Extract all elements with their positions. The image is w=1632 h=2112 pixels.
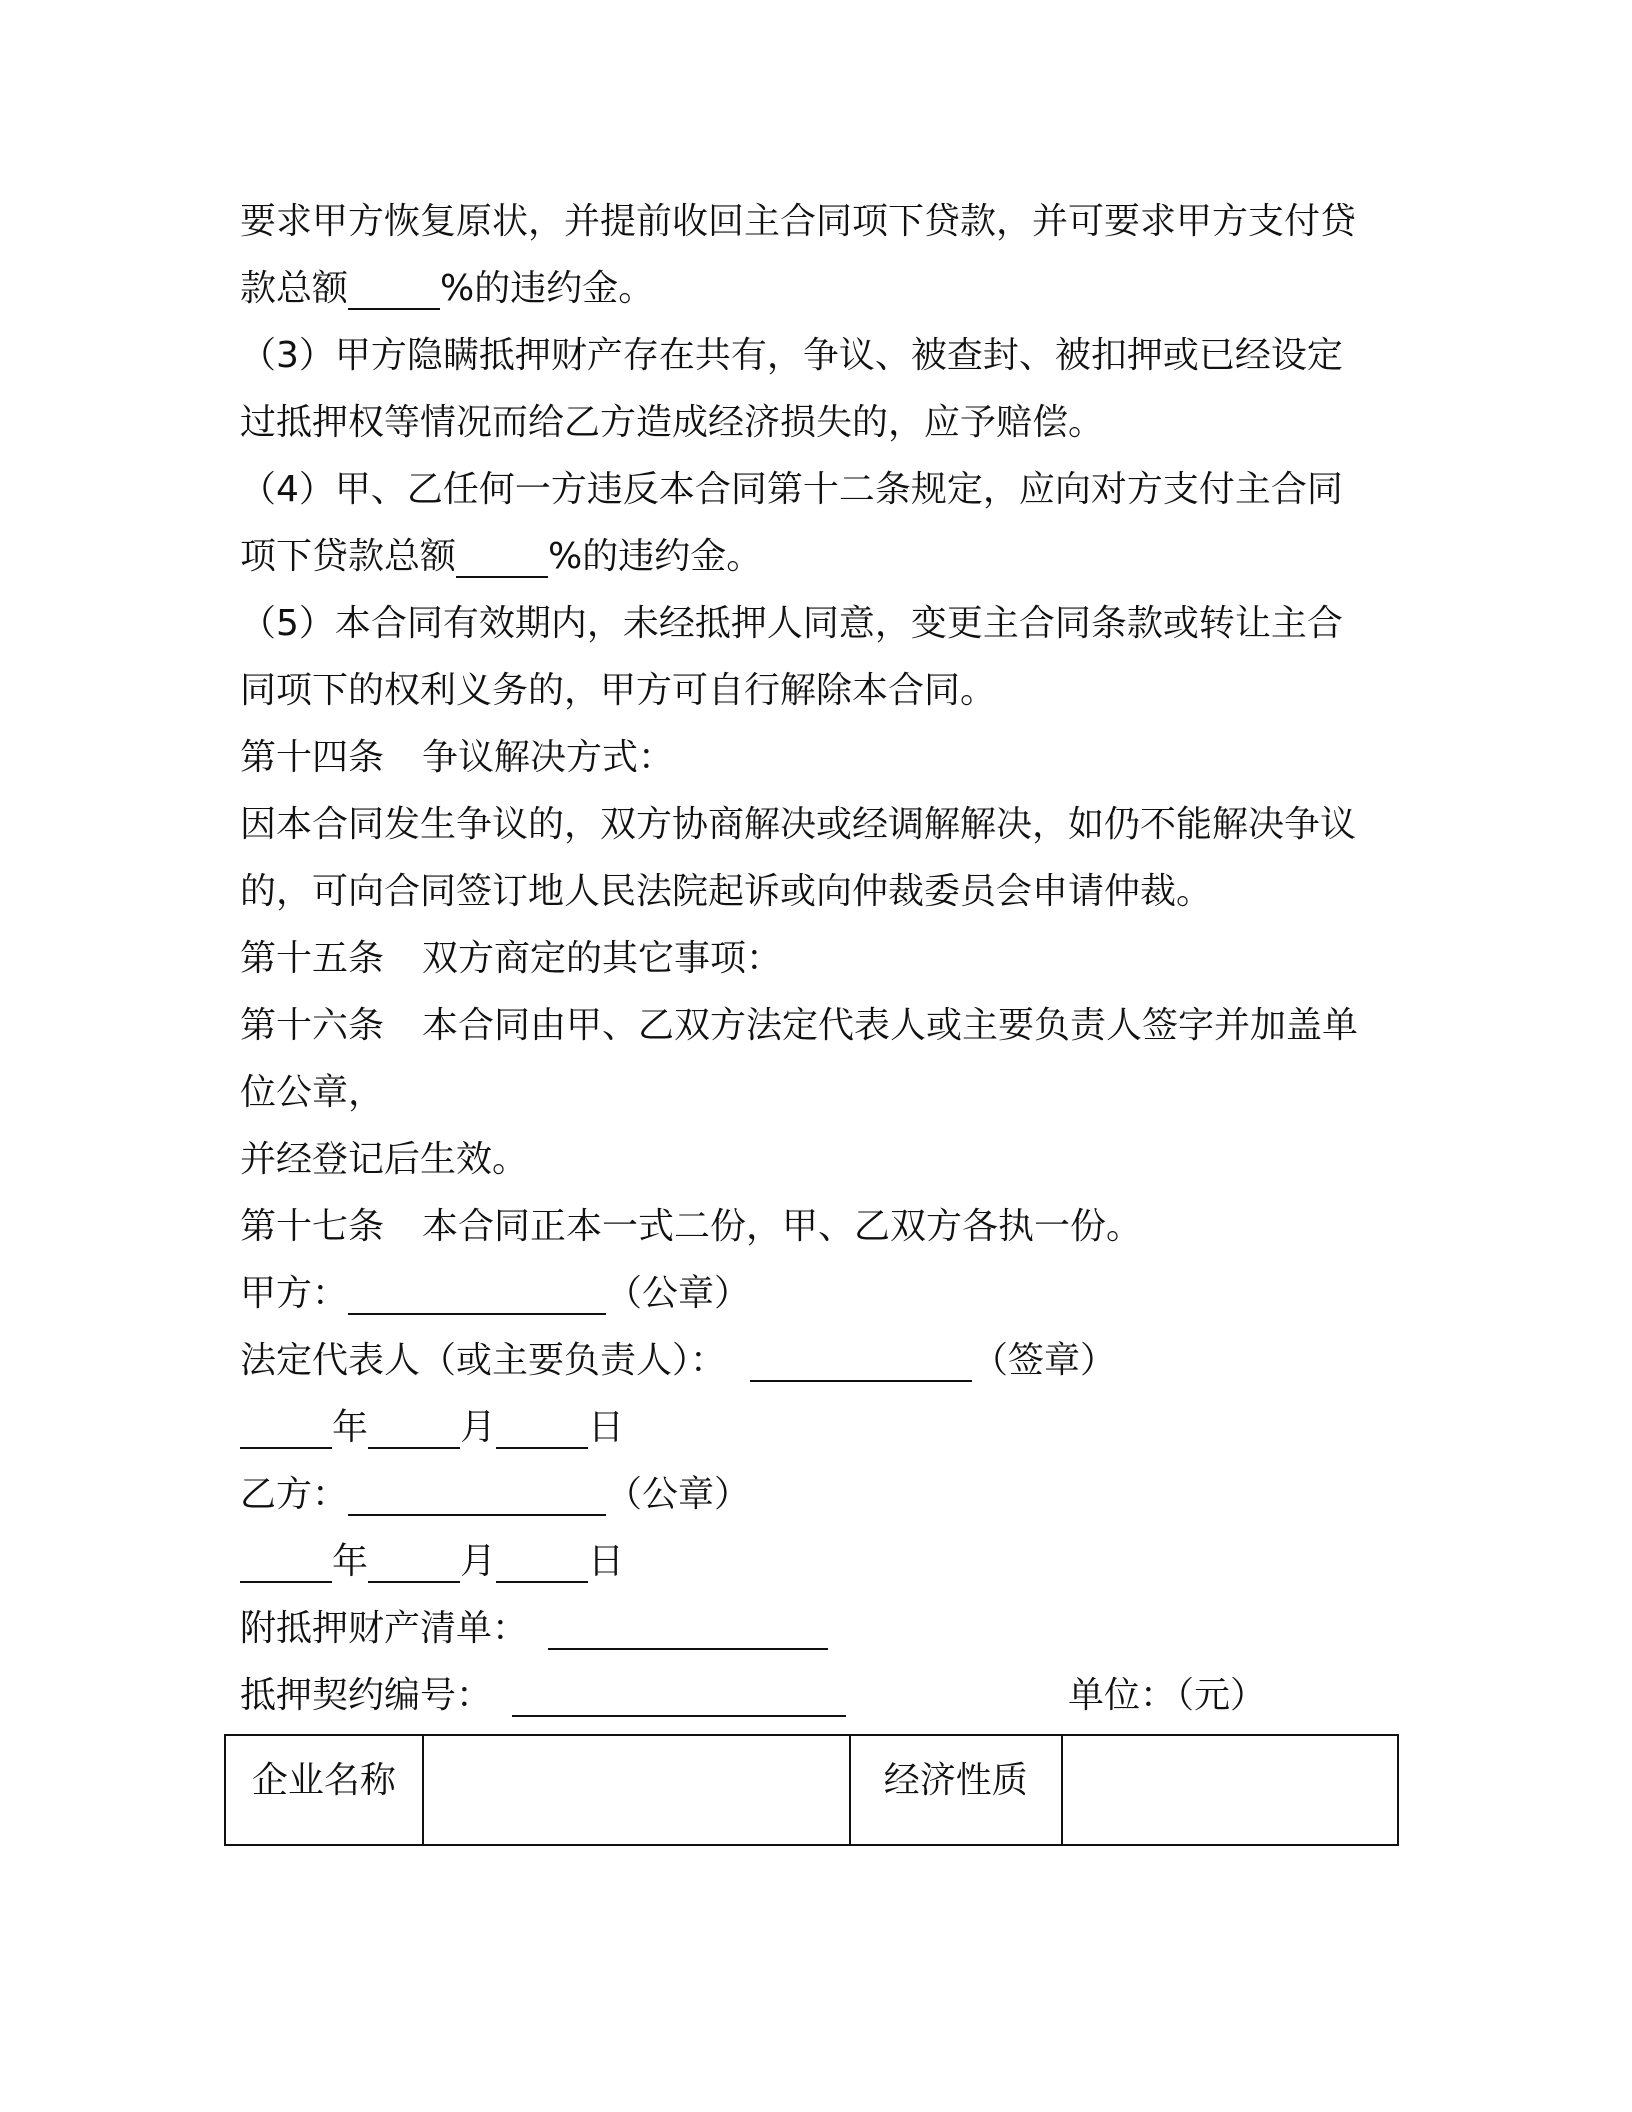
day-label: 日 [588, 1541, 625, 1582]
table-row [225, 1735, 1398, 1845]
text: 要求甲方恢复原状，并提前收回主合同项下贷款，并可要求甲方支付贷 [240, 201, 1357, 242]
paragraph-line [240, 1059, 1400, 1126]
attachment-label: 附抵押财产清单： [240, 1608, 529, 1649]
text: 项下贷款总额 [240, 536, 457, 577]
article-heading [240, 992, 1400, 1059]
day-blank[interactable] [496, 1399, 588, 1449]
article-number: 第十四条 [240, 737, 385, 778]
text: 位公章， [240, 1072, 385, 1113]
legal-rep-label: 法定代表人（或主要负责人）： [240, 1340, 727, 1381]
economic-nature-cell[interactable] [1062, 1735, 1398, 1845]
month-label: 月 [460, 1407, 497, 1448]
party-a-line [240, 1260, 1400, 1327]
text: （4）甲、乙任何一方违反本合同第十二条规定，应向对方支付主合同 [240, 469, 1343, 510]
party-b-line [240, 1461, 1400, 1528]
property-list-table [224, 1734, 1399, 1846]
article-title: 本合同正本一式二份，甲、乙双方各执一份。 [422, 1206, 1143, 1247]
text: 因本合同发生争议的，双方协商解决或经调解解决，如仍不能解决争议 [240, 804, 1357, 845]
article-number: 第十五条 [240, 938, 385, 979]
date-line [240, 1528, 1400, 1595]
text: 款总额 [240, 268, 349, 309]
article-number: 第十七条 [240, 1206, 385, 1247]
seal-label: （公章） [606, 1474, 751, 1515]
party-a-name-blank[interactable] [348, 1265, 606, 1315]
paragraph-line [240, 1126, 1400, 1193]
paragraph-line [240, 791, 1400, 858]
company-name-cell[interactable] [423, 1735, 850, 1845]
year-blank[interactable] [240, 1399, 332, 1449]
paragraph-line [240, 523, 1400, 590]
contract-body [240, 188, 1400, 1729]
text: %的违约金。 [548, 536, 763, 577]
text: 过抵押权等情况而给乙方造成经济损失的，应予赔偿。 [240, 402, 1105, 443]
sign-seal-label: （签章） [972, 1340, 1117, 1381]
text: 同项下的权利义务的，甲方可自行解除本合同。 [240, 670, 997, 711]
article-heading [240, 1193, 1400, 1260]
text: 并经登记后生效。 [240, 1139, 529, 1180]
article-title: 争议解决方式： [422, 737, 675, 778]
paragraph-line [240, 389, 1400, 456]
seal-label: （公章） [606, 1273, 751, 1314]
year-label: 年 [332, 1541, 369, 1582]
month-label: 月 [460, 1541, 497, 1582]
legal-rep-signature-blank[interactable] [750, 1332, 972, 1382]
paragraph-line [240, 657, 1400, 724]
contract-number-label: 抵押契约编号： [240, 1675, 493, 1716]
party-b-name-blank[interactable] [348, 1466, 606, 1516]
article-title: 双方商定的其它事项： [422, 938, 783, 979]
text: 的，可向合同签订地人民法院起诉或向仲裁委员会申请仲裁。 [240, 871, 1213, 912]
penalty-percent-blank[interactable] [456, 528, 548, 578]
text: （3）甲方隐瞒抵押财产存在共有，争议、被查封、被扣押或已经设定 [240, 335, 1343, 376]
year-blank[interactable] [240, 1533, 332, 1583]
day-blank[interactable] [496, 1533, 588, 1583]
article-title: 本合同由甲、乙双方法定代表人或主要负责人签字并加盖单 [422, 1005, 1359, 1046]
paragraph-line [240, 188, 1400, 255]
paragraph-line [240, 590, 1400, 657]
year-label: 年 [332, 1407, 369, 1448]
table-header-cell: 企业名称 [225, 1735, 423, 1845]
paragraph-line [240, 858, 1400, 925]
unit-label: 单位：（元） [1068, 1675, 1267, 1716]
paragraph-line [240, 322, 1400, 389]
paragraph-line [240, 456, 1400, 523]
paragraph-line [240, 255, 1400, 322]
attachment-blank[interactable] [548, 1600, 828, 1650]
attachment-line [240, 1595, 1400, 1662]
contract-number-line [240, 1662, 1400, 1729]
text: %的违约金。 [440, 268, 655, 309]
penalty-percent-blank[interactable] [348, 260, 440, 310]
month-blank[interactable] [368, 1533, 460, 1583]
table-header-cell: 经济性质 [850, 1735, 1062, 1845]
article-heading [240, 724, 1400, 791]
text: （5）本合同有效期内，未经抵押人同意，变更主合同条款或转让主合 [240, 603, 1343, 644]
legal-rep-line [240, 1327, 1400, 1394]
party-a-label: 甲方： [240, 1273, 349, 1314]
contract-number-blank[interactable] [512, 1667, 846, 1717]
article-heading [240, 925, 1400, 992]
party-b-label: 乙方： [240, 1474, 349, 1515]
month-blank[interactable] [368, 1399, 460, 1449]
day-label: 日 [588, 1407, 625, 1448]
date-line [240, 1394, 1400, 1461]
article-number: 第十六条 [240, 1005, 385, 1046]
